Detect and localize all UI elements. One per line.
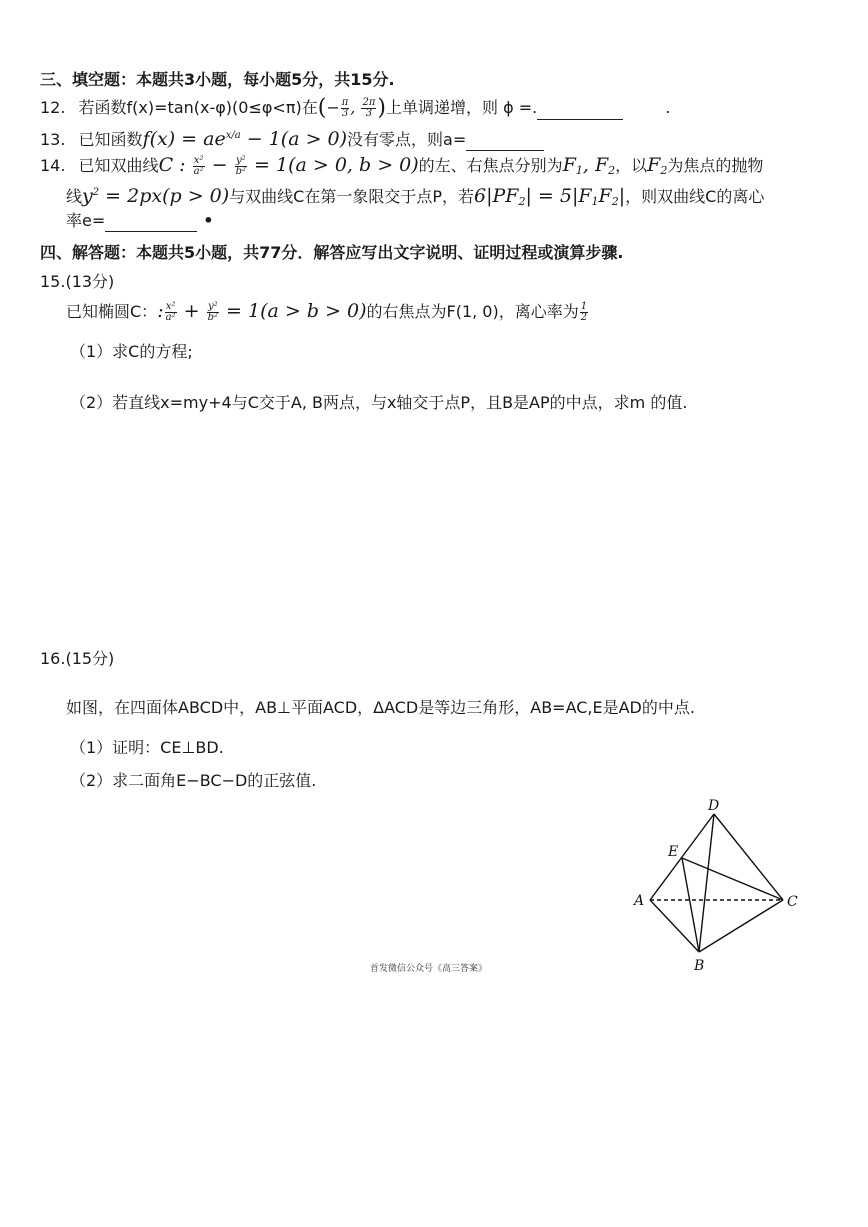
q16-part-1: （1）证明：CE⊥BD.	[70, 738, 224, 757]
footer-watermark: 首发微信公众号《高三答案》	[370, 964, 488, 974]
q14-text-b: 的左、右焦点分别为	[418, 156, 563, 175]
tetrahedron-figure	[628, 792, 808, 977]
q12-number: 12.	[40, 98, 66, 117]
question-14-line-3	[66, 210, 214, 232]
label-a: A	[634, 893, 645, 909]
label-e: E	[668, 844, 679, 860]
q15-stem	[66, 300, 589, 323]
q16-part-2: （2）求二面角E−BC−D的正弦值.	[70, 771, 317, 790]
question-13	[40, 125, 544, 151]
q13-number: 13.	[40, 130, 66, 149]
q14-answer-blank[interactable]	[105, 215, 197, 232]
edge-bc	[699, 900, 783, 952]
question-14-line-2	[66, 182, 764, 213]
edge-ec	[682, 858, 783, 900]
question-12: 12. 若函数f(x)=tan(x-φ)(0≤φ<π)在(− $\frac{\pi}{3}$ , $\frac{2\pi}{3}$ )上单调递增，则 ϕ =. .	[40, 95, 671, 121]
q16-header: 16.(15分)	[40, 649, 115, 668]
q15-stem-a: 已知椭圆C：	[66, 302, 158, 321]
q13-text-b: 没有零点，则a=	[347, 130, 467, 149]
q15-part-1: （1）求C的方程;	[70, 342, 193, 361]
question-14	[40, 154, 763, 182]
edge-bd	[699, 814, 714, 952]
q14-text-d: 为焦点的抛物	[667, 156, 764, 175]
q14-curve: C : $\frac{\text{x²}}{\text{a²}}$ − $\frac{\text{y²}}{\text{b²}}$ = 1(a > 0, b > 0)	[158, 154, 419, 177]
q15-part-2: （2）若直线x=my+4与C交于A, B两点，与x轴交于点P，且B是AP的中点，求m 的值.	[70, 393, 688, 412]
q12-text-a: 若函数f(x)=tan(x-φ)(0≤φ<π)在	[78, 98, 318, 117]
q14-text-a: 已知双曲线	[78, 156, 159, 175]
q12-text-b: 上单调递增，则 ϕ =.	[386, 98, 538, 117]
q14-line2-b: 与双曲线C在第一象限交于点P，若	[229, 187, 474, 206]
section-4-heading: 四、解答题：本题共5小题，共77分．解答应写出文字说明、证明过程或演算步骤.	[40, 243, 624, 262]
q14-f2: $F_2$	[647, 154, 668, 177]
q12-interval: − $\frac{\pi}{3}$ , $\frac{2\pi}{3}$	[326, 97, 376, 119]
edge-dc	[714, 814, 783, 900]
q14-line2-a: 线	[66, 187, 83, 206]
q14-line2-c: ，则双曲线C的离心	[625, 187, 765, 206]
section-3-heading: 三、填空题：本题共3小题，每小题5分，共15分.	[40, 70, 395, 89]
label-c: C	[787, 894, 798, 910]
q14-dot: •	[203, 211, 214, 230]
q14-parabola: $y^2 = 2px(p > 0)$	[82, 185, 230, 207]
edge-ad	[650, 814, 714, 900]
q14-text-c: ，以	[615, 156, 648, 175]
q15-header: 15.(13分)	[40, 272, 115, 291]
q12-answer-blank[interactable]	[537, 103, 623, 120]
q13-answer-blank[interactable]	[466, 134, 544, 151]
q13-formula: $f(x) = ae^{x/a} - 1(a > 0)$	[142, 128, 348, 150]
q15-ellipse: : $\frac{\text{x²}}{\text{a²}}$ + $\frac{\text{y²}}{\text{b²}}$ = 1(a > b > 0)	[157, 300, 367, 323]
q14-line3-a: 率e=	[66, 211, 106, 230]
q12-tail: .	[665, 98, 671, 117]
label-d: D	[708, 798, 720, 814]
q15-eccentricity: $\frac{1}{2}$	[580, 301, 588, 323]
q14-ratio: $6|PF_2| = 5|F_1F_2|$	[474, 185, 626, 208]
q16-stem: 如图，在四面体ABCD中，AB⊥平面ACD，ΔACD是等边三角形，AB=AC,E是AD的中点.	[66, 698, 695, 717]
q14-number: 14.	[40, 156, 66, 175]
q15-stem-b: 的右焦点为F(1, 0)，离心率为	[366, 302, 579, 321]
q14-foci: $F_1$, $F_2$	[562, 154, 616, 177]
q13-text-a: 已知函数	[78, 130, 143, 149]
edge-eb	[682, 858, 699, 952]
label-b: B	[694, 958, 705, 974]
